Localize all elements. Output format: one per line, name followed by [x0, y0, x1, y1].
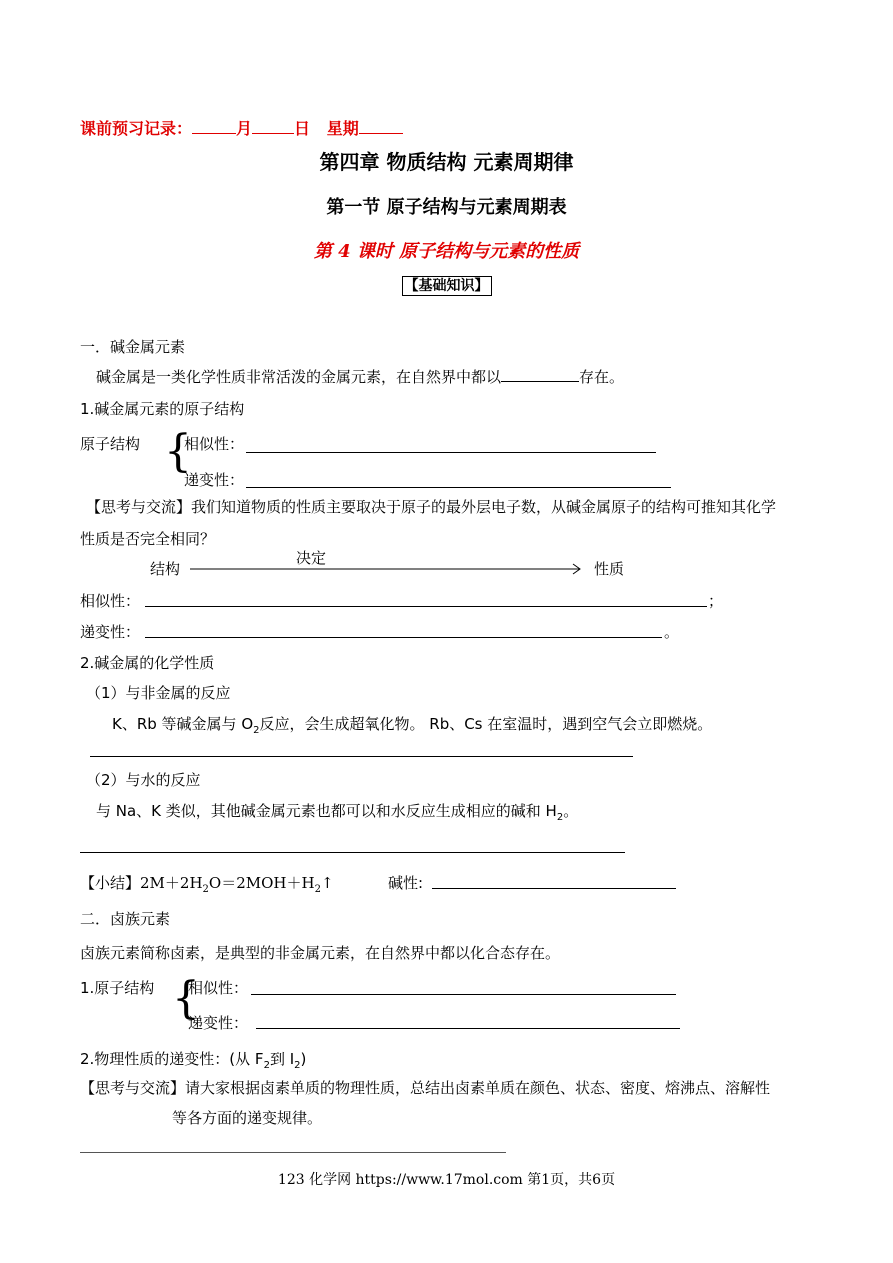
- alkali-structure-label: 原子结构: [80, 435, 141, 453]
- halogen-gradual-blank[interactable]: [256, 1028, 680, 1029]
- halogen-similar-blank[interactable]: [251, 994, 676, 995]
- alkali-sub2: 2.碱金属的化学性质: [80, 654, 215, 672]
- halogen-gradual-label: 递变性：: [188, 1014, 249, 1032]
- alkali-similar-label: 相似性：: [184, 435, 245, 453]
- day-label: 日: [294, 119, 311, 138]
- existence-blank[interactable]: [501, 367, 579, 382]
- react2-heading: （2）与水的反应: [86, 771, 201, 789]
- alkali-think-line2: 性质是否完全相同？: [80, 530, 216, 548]
- alkali-gradual2-label: 递变性：: [80, 623, 141, 641]
- alkali-similar2-label: 相似性：: [80, 592, 141, 610]
- react2-text: 与 Na、K 类似，其他碱金属元素也都可以和水反应生成相应的碱和 $H_2$。: [96, 802, 579, 823]
- day-blank[interactable]: [252, 119, 294, 134]
- alkali-gradual2-end: 。: [664, 623, 680, 641]
- section-title: 第一节 原子结构与元素周期表: [326, 197, 567, 218]
- weekday-label: 星期: [326, 119, 359, 138]
- react2-answer-line[interactable]: [80, 852, 625, 853]
- halogen-heading: 二．卤族元素: [80, 910, 171, 928]
- footer-text: 123 化学网 https://www.17mol.com 第1页，共6页: [277, 1172, 616, 1188]
- basicity-label: 碱性:: [388, 874, 424, 892]
- alkali-intro: 碱金属是一类化学性质非常活泼的金属元素，在自然界中都以 存在。: [96, 368, 625, 386]
- halogen-similar-label: 相似性：: [188, 979, 249, 997]
- halogen-sub2: 2.物理性质的递变性：(从 $F_2$到 $I_2$): [80, 1050, 307, 1071]
- arrow-right-icon: [190, 562, 585, 576]
- chapter-title: 第四章 物质结构 元素周期律: [319, 150, 574, 174]
- alkali-similar-blank[interactable]: [246, 452, 656, 453]
- alkali-heading: 一．碱金属元素: [80, 338, 186, 356]
- alkali-gradual2-blank[interactable]: [145, 637, 662, 638]
- brace-icon: {: [164, 426, 192, 477]
- summary-equation: $2M+2H_2O=2MOH+H_2↑$: [140, 874, 334, 895]
- react1-heading: （1）与非金属的反应: [86, 684, 231, 702]
- alkali-similar2-end: ；: [708, 592, 724, 610]
- basicity-blank[interactable]: [432, 888, 676, 889]
- alkali-gradual-blank[interactable]: [246, 487, 671, 488]
- arrow-to: 性质: [594, 560, 625, 578]
- react1-text: K、Rb 等碱金属与 $O_2$反应，会生成超氧化物。 Rb、Cs 在室温时，遇到空气会立即燃烧。: [112, 715, 713, 736]
- halogen-think-line2: 等各方面的递变规律。: [172, 1109, 323, 1127]
- arrow-from: 结构: [150, 560, 181, 578]
- react1-answer-line[interactable]: [90, 756, 633, 757]
- alkali-similar2-blank[interactable]: [145, 606, 707, 607]
- weekday-blank[interactable]: [359, 119, 403, 134]
- alkali-think-line1: 【思考与交流】我们知道物质的性质主要取决于原子的最外层电子数，从碱金属原子的结构可推知其化学: [86, 498, 777, 516]
- month-label: 月: [236, 119, 253, 138]
- summary-line: 【小结】$2M+2H_2O=2MOH+H_2↑$: [80, 874, 334, 895]
- arrow-word: 决定: [296, 549, 327, 567]
- month-blank[interactable]: [192, 119, 236, 134]
- lesson-title: 第 4 课时 原子结构与元素的性质: [313, 241, 580, 262]
- preview-record: [80, 116, 403, 139]
- record-label: 课前预习记录：: [80, 119, 193, 138]
- halogen-think-line1: 【思考与交流】请大家根据卤素单质的物理性质，总结出卤素单质在颜色、状态、密度、熔沸点、溶解性: [80, 1079, 771, 1097]
- halogen-sub1: 1.原子结构: [80, 979, 155, 997]
- brace-icon-2: {: [172, 973, 200, 1024]
- alkali-gradual-label: 递变性：: [184, 471, 245, 489]
- halogen-intro: 卤族元素简称卤素，是典型的非金属元素，在自然界中都以化合态存在。: [80, 944, 561, 962]
- footer-divider: [80, 1152, 506, 1153]
- basic-knowledge-heading: 【基础知识】: [0, 275, 893, 295]
- alkali-sub1: 1.碱金属元素的原子结构: [80, 400, 245, 418]
